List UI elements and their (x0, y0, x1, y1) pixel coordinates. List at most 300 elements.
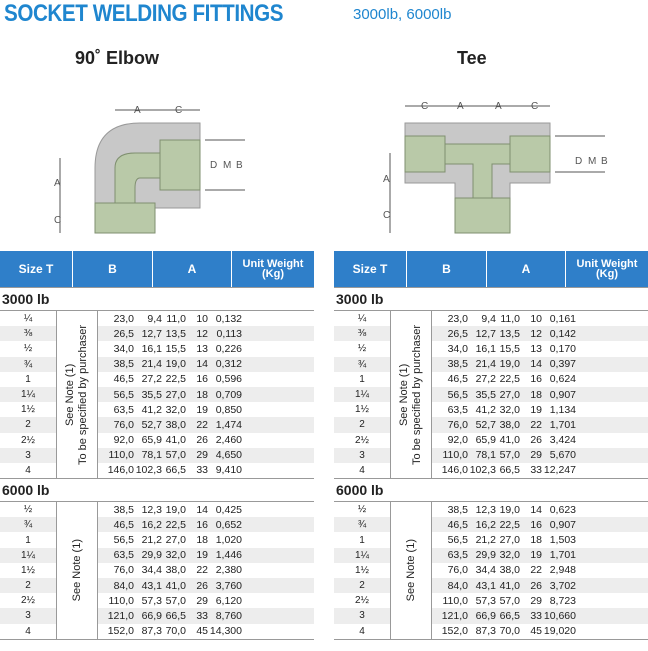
table-row (98, 448, 314, 463)
weight-cell: 0,132 (215, 312, 242, 325)
d-cell: 22 (196, 418, 208, 431)
size-cell: 4 (359, 464, 365, 476)
table-row (98, 463, 314, 478)
d-cell: 19 (196, 403, 208, 416)
d-cell: 18 (530, 388, 542, 401)
weight-cell: 0,652 (215, 518, 242, 531)
b-cell: 92,0 (113, 434, 134, 447)
b-cell: 26,5 (113, 327, 134, 340)
a-cell: 78,1 (475, 449, 496, 462)
b-cell: 23,0 (447, 312, 468, 325)
elbow-3000-section (0, 287, 314, 478)
c-cell: 38,0 (499, 564, 520, 577)
c-cell: 19,0 (165, 358, 186, 371)
table-row (432, 548, 648, 563)
table-row (98, 402, 314, 417)
c-cell: 15,5 (165, 342, 186, 355)
d-cell: 14 (196, 503, 208, 516)
d-cell: 10 (530, 312, 542, 325)
c-cell: 22,5 (165, 518, 186, 531)
weight-cell: 19,020 (543, 625, 576, 638)
table-row (432, 593, 648, 608)
c-cell: 19,0 (165, 503, 186, 516)
weight-cell: 0,907 (549, 388, 576, 401)
b-cell: 110,0 (108, 449, 134, 462)
b-cell: 146,0 (441, 464, 468, 477)
b-cell: 63,5 (113, 403, 134, 416)
b-cell: 34,0 (447, 342, 468, 355)
size-cell: 2 (0, 578, 56, 593)
a-cell: 35,5 (475, 388, 496, 401)
c-cell: 15,5 (499, 342, 520, 355)
size-cell: 2 (334, 417, 390, 432)
d-cell: 22 (196, 564, 208, 577)
d-cell: 22 (530, 418, 542, 431)
size-cell: ¾ (334, 357, 390, 372)
a-cell: 43,1 (141, 579, 162, 592)
a-cell: 16,1 (141, 342, 162, 355)
d-cell: 26 (196, 434, 208, 447)
weight-cell: 0,709 (215, 388, 242, 401)
weight-cell: 0,161 (549, 312, 576, 325)
a-cell: 12,7 (475, 327, 496, 340)
table-row (98, 593, 314, 608)
a-cell: 57,3 (141, 594, 162, 607)
size-cell: ¼ (357, 313, 367, 325)
tee-dim-c1: C (421, 101, 429, 112)
a-cell: 21,2 (141, 534, 162, 547)
tee-title: Tee (457, 48, 487, 68)
weight-cell: 0,425 (215, 503, 242, 516)
c-cell: 38,0 (165, 564, 186, 577)
table-row (432, 517, 648, 532)
tee-dim-d: D (575, 156, 583, 167)
c-cell: 66,5 (499, 609, 520, 622)
table-row (432, 417, 648, 432)
weight-cell: 1,701 (549, 418, 576, 431)
table-row (98, 624, 314, 639)
c-cell: 27,0 (499, 534, 520, 547)
b-cell: 84,0 (447, 579, 468, 592)
size-cell: 2 (0, 417, 56, 432)
c-cell: 66,5 (499, 464, 520, 477)
size-cell: ½ (357, 343, 367, 355)
size-cell: 3 (334, 608, 390, 623)
size-cell: 2 (334, 578, 390, 593)
header-a: A (153, 251, 232, 287)
c-cell: 32,0 (165, 549, 186, 562)
tee-drawing (375, 98, 630, 248)
b-cell: 38,5 (113, 503, 134, 516)
c-cell: 11,0 (166, 312, 186, 325)
header-b: B (407, 251, 487, 287)
size-cell: ⅜ (334, 326, 390, 341)
a-cell: 102,3 (469, 464, 496, 477)
a-cell: 66,9 (475, 609, 496, 622)
c-cell: 19,0 (499, 358, 520, 371)
tee-3000-section (334, 287, 648, 478)
c-cell: 41,0 (165, 434, 186, 447)
size-cell: ¼ (23, 313, 33, 325)
c-cell: 57,0 (499, 594, 520, 607)
c-cell: 57,0 (499, 449, 520, 462)
a-cell: 21,4 (141, 358, 162, 371)
size-cell: ¾ (334, 517, 390, 532)
d-cell: 26 (196, 579, 208, 592)
a-cell: 12,3 (475, 503, 496, 516)
b-cell: 63,5 (447, 403, 468, 416)
b-cell: 46,5 (447, 373, 468, 386)
weight-cell: 6,120 (215, 594, 242, 607)
c-cell: 27,0 (165, 388, 186, 401)
c-cell: 11,0 (500, 312, 520, 325)
table-row (432, 608, 648, 623)
elbow-dim-d: D (210, 160, 218, 171)
d-cell: 14 (530, 358, 542, 371)
d-cell: 33 (530, 609, 542, 622)
weight-cell: 10,660 (543, 609, 576, 622)
b-cell: 76,0 (113, 418, 134, 431)
d-cell: 16 (196, 518, 208, 531)
elbow-drawing (40, 98, 280, 248)
d-cell: 13 (530, 342, 542, 355)
note-column (391, 502, 432, 639)
header-unit-weight: Unit Weight (Kg) (576, 258, 638, 280)
a-cell: 52,7 (475, 418, 496, 431)
table-row (98, 387, 314, 402)
a-cell: 34,4 (475, 564, 496, 577)
section-title: 6000 lb (334, 479, 648, 502)
weight-cell: 1,446 (215, 549, 242, 562)
elbow-dim-c-left: C (54, 215, 62, 226)
d-cell: 45 (530, 625, 542, 638)
a-cell: 27,2 (475, 373, 496, 386)
weight-cell: 1,134 (549, 403, 576, 416)
table-row (98, 311, 314, 326)
a-cell: 29,9 (141, 549, 162, 562)
a-cell: 34,4 (141, 564, 162, 577)
b-cell: 110,0 (442, 449, 468, 462)
size-cell: ¾ (0, 357, 56, 372)
weight-cell: 8,723 (549, 594, 576, 607)
elbow-6000-section (0, 478, 314, 639)
size-cell: 1½ (21, 404, 35, 416)
size-cell: 1½ (355, 404, 369, 416)
d-cell: 26 (530, 434, 542, 447)
b-cell: 121,0 (107, 609, 134, 622)
a-cell: 66,9 (141, 609, 162, 622)
a-cell: 21,4 (475, 358, 496, 371)
b-cell: 110,0 (108, 594, 134, 607)
elbow-dim-b: B (236, 160, 243, 171)
size-cell: 3 (334, 448, 390, 463)
weight-cell: 0,623 (549, 503, 576, 516)
table-row (432, 563, 648, 578)
weight-cell: 2,380 (215, 564, 242, 577)
weight-cell: 12,247 (543, 464, 576, 477)
b-cell: 38,5 (447, 358, 468, 371)
table-row (432, 502, 648, 517)
table-row (432, 448, 648, 463)
weight-cell: 3,760 (215, 579, 242, 592)
table-row (98, 608, 314, 623)
table-row (432, 532, 648, 547)
header-a: A (487, 251, 566, 287)
b-cell: 34,0 (113, 342, 134, 355)
b-cell: 110,0 (442, 594, 468, 607)
c-cell: 70,0 (499, 625, 520, 638)
weight-cell: 3,702 (549, 579, 576, 592)
c-cell: 70,0 (165, 625, 186, 638)
tee-dim-m: M (588, 156, 597, 167)
size-cell: 1¼ (334, 548, 390, 563)
d-cell: 33 (530, 464, 542, 477)
weight-cell: 0,907 (549, 518, 576, 531)
b-cell: 46,5 (113, 373, 134, 386)
table-row (432, 357, 648, 372)
elbow-table (0, 251, 314, 640)
size-cell: 3 (0, 608, 56, 623)
weight-cell: 0,226 (215, 342, 242, 355)
d-cell: 19 (530, 549, 542, 562)
a-cell: 12,3 (141, 503, 162, 516)
size-cell: 1¼ (334, 387, 390, 402)
weight-cell: 5,670 (549, 449, 576, 462)
elbow-dim-m: M (223, 160, 232, 171)
table-row (432, 463, 648, 478)
c-cell: 57,0 (165, 449, 186, 462)
weight-cell: 0,596 (215, 373, 242, 386)
a-cell: 27,2 (141, 373, 162, 386)
a-cell: 52,7 (141, 418, 162, 431)
b-cell: 56,5 (113, 388, 134, 401)
b-cell: 152,0 (107, 625, 134, 638)
table-row (98, 326, 314, 341)
table-row (98, 433, 314, 448)
a-cell: 57,3 (475, 594, 496, 607)
d-cell: 29 (530, 449, 542, 462)
d-cell: 18 (196, 534, 208, 547)
note-column (391, 311, 432, 478)
d-cell: 29 (196, 594, 208, 607)
c-cell: 32,0 (499, 403, 520, 416)
table-row (432, 433, 648, 448)
weight-cell: 3,424 (549, 434, 576, 447)
b-cell: 63,5 (447, 549, 468, 562)
note-column (57, 311, 98, 478)
d-cell: 18 (196, 388, 208, 401)
a-cell: 65,9 (475, 434, 496, 447)
table-row (98, 563, 314, 578)
size-cell: 2½ (21, 434, 35, 446)
a-cell: 12,7 (141, 327, 162, 340)
weight-cell: 9,410 (215, 464, 242, 477)
d-cell: 12 (530, 327, 542, 340)
a-cell: 35,5 (141, 388, 162, 401)
a-cell: 78,1 (141, 449, 162, 462)
table-row (98, 372, 314, 387)
tee-dim-b: B (601, 156, 608, 167)
weight-cell: 0,312 (215, 358, 242, 371)
size-cell: 1¼ (0, 548, 56, 563)
table-row (98, 548, 314, 563)
table-row (432, 311, 648, 326)
weight-cell: 1,020 (215, 534, 242, 547)
size-cell: 1¼ (0, 387, 56, 402)
b-cell: 121,0 (441, 609, 468, 622)
pressure-class-subtitle: 3000lb, 6000lb (353, 6, 452, 23)
a-cell: 16,1 (475, 342, 496, 355)
weight-cell: 0,397 (549, 358, 576, 371)
section-title: 3000 lb (0, 288, 314, 311)
header-size: Size T (0, 251, 73, 287)
b-cell: 56,5 (447, 388, 468, 401)
tee-table-header (334, 251, 648, 287)
weight-cell: 0,624 (549, 373, 576, 386)
weight-cell: 14,300 (209, 625, 242, 638)
c-cell: 41,0 (165, 579, 186, 592)
b-cell: 92,0 (447, 434, 468, 447)
a-cell: 16,2 (141, 518, 162, 531)
tee-table (334, 251, 648, 640)
c-cell: 32,0 (165, 403, 186, 416)
d-cell: 18 (530, 534, 542, 547)
c-cell: 27,0 (165, 534, 186, 547)
c-cell: 22,5 (499, 518, 520, 531)
note-line-2: To be specified by purchaser (411, 324, 423, 465)
a-cell: 9,4 (481, 312, 496, 325)
table-row (98, 357, 314, 372)
b-cell: 46,5 (447, 518, 468, 531)
a-cell: 43,1 (475, 579, 496, 592)
a-cell: 87,3 (141, 625, 162, 638)
note-line-2: To be specified by purchaser (77, 324, 89, 465)
table-row (432, 578, 648, 593)
table-row (432, 326, 648, 341)
header-unit-weight: Unit Weight (Kg) (242, 258, 304, 280)
weight-cell: 2,948 (549, 564, 576, 577)
a-cell: 41,2 (475, 403, 496, 416)
size-cell: 4 (359, 625, 365, 637)
size-cell: 3 (0, 448, 56, 463)
c-cell: 13,5 (499, 327, 520, 340)
table-row (432, 387, 648, 402)
elbow-dim-a-top: A (134, 105, 141, 116)
c-cell: 19,0 (499, 503, 520, 516)
table-row (432, 341, 648, 356)
table-row (432, 402, 648, 417)
c-cell: 22,5 (165, 373, 186, 386)
size-cell: ½ (23, 504, 33, 516)
elbow-table-header (0, 251, 314, 287)
d-cell: 22 (530, 564, 542, 577)
size-cell: 1 (359, 373, 365, 385)
b-cell: 146,0 (107, 464, 134, 477)
weight-cell: 4,650 (215, 449, 242, 462)
size-cell: 1½ (21, 564, 35, 576)
b-cell: 63,5 (113, 549, 134, 562)
d-cell: 10 (196, 312, 208, 325)
b-cell: 56,5 (447, 534, 468, 547)
b-cell: 38,5 (447, 503, 468, 516)
weight-cell: 0,850 (215, 403, 242, 416)
weight-cell: 0,113 (216, 327, 242, 340)
c-cell: 22,5 (499, 373, 520, 386)
section-title: 6000 lb (0, 479, 314, 502)
c-cell: 38,0 (499, 418, 520, 431)
d-cell: 29 (530, 594, 542, 607)
tee-dim-a-left: A (383, 174, 390, 185)
tee-dim-a1: A (457, 101, 464, 112)
a-cell: 102,3 (135, 464, 162, 477)
page-title: SOCKET WELDING FITTINGS (4, 0, 284, 27)
c-cell: 57,0 (165, 594, 186, 607)
b-cell: 76,0 (447, 418, 468, 431)
tee-dim-c2: C (531, 101, 539, 112)
table-row (98, 532, 314, 547)
d-cell: 33 (196, 609, 208, 622)
note-line: See Note (1) (404, 539, 417, 602)
c-cell: 41,0 (499, 434, 520, 447)
note-column (57, 502, 98, 639)
table-row (432, 624, 648, 639)
elbow-dim-c-top: C (175, 105, 183, 116)
c-cell: 27,0 (499, 388, 520, 401)
d-cell: 14 (530, 503, 542, 516)
c-cell: 66,5 (165, 609, 186, 622)
b-cell: 84,0 (113, 579, 134, 592)
b-cell: 56,5 (113, 534, 134, 547)
size-cell: ½ (23, 343, 33, 355)
table-row (98, 578, 314, 593)
d-cell: 33 (196, 464, 208, 477)
table-row (98, 341, 314, 356)
tee-6000-section (334, 478, 648, 639)
d-cell: 16 (196, 373, 208, 386)
section-title: 3000 lb (334, 288, 648, 311)
d-cell: 29 (196, 449, 208, 462)
b-cell: 76,0 (447, 564, 468, 577)
b-cell: 38,5 (113, 358, 134, 371)
weight-cell: 1,474 (215, 418, 242, 431)
c-cell: 66,5 (165, 464, 186, 477)
a-cell: 9,4 (147, 312, 162, 325)
note-line-1: See Note (1) (398, 363, 410, 426)
d-cell: 45 (196, 625, 208, 638)
size-cell: ¾ (0, 517, 56, 532)
a-cell: 41,2 (141, 403, 162, 416)
size-cell: 2½ (21, 595, 35, 607)
b-cell: 46,5 (113, 518, 134, 531)
weight-cell: 0,170 (549, 342, 576, 355)
weight-cell: 1,503 (549, 534, 576, 547)
header-b: B (73, 251, 153, 287)
size-cell: 2½ (355, 434, 369, 446)
c-cell: 32,0 (499, 549, 520, 562)
d-cell: 16 (530, 518, 542, 531)
b-cell: 23,0 (113, 312, 134, 325)
b-cell: 76,0 (113, 564, 134, 577)
tee-dim-c-left: C (383, 210, 391, 221)
table-row (98, 517, 314, 532)
c-cell: 13,5 (165, 327, 186, 340)
table-row (432, 372, 648, 387)
weight-cell: 0,142 (549, 327, 576, 340)
a-cell: 65,9 (141, 434, 162, 447)
size-cell: 4 (25, 625, 31, 637)
size-cell: ⅜ (0, 326, 56, 341)
a-cell: 21,2 (475, 534, 496, 547)
